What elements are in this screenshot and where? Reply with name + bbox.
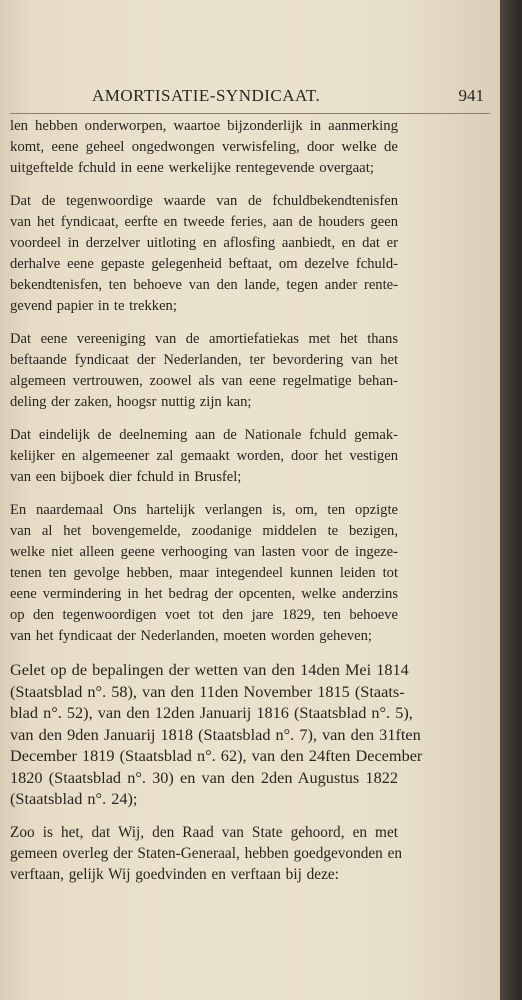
text-line: gevend papier in te trekken;: [10, 298, 177, 314]
text-line: blad n°. 52), van den 12den Januarij 1816 (Staatsblad n°. 5),: [10, 703, 413, 722]
paragraph: [10, 116, 398, 179]
text-line: voordeel in derzelver uitloting en aflosfing aanbiedt, en dat er: [10, 235, 398, 251]
text-line: Zoo is het, dat Wij, den Raad van State gehoord, en met: [10, 823, 398, 841]
paragraph: [10, 425, 398, 488]
text-line: En naardemaal Ons hartelijk verlangen is, om, ten opzigte: [10, 502, 398, 518]
paragraph: [10, 191, 398, 317]
page-body: [10, 116, 423, 897]
text-line: van al het bovengemelde, zoodanige middelen te bezigen,: [10, 523, 398, 539]
text-line: Dat eindelijk de deelneming aan de Nationale fchuld gemak-: [10, 427, 398, 443]
running-title: AMORTISATIE-SYNDICAAT.: [92, 86, 321, 105]
text-line: tenen ten gevolge hebben, maar integendeel kunnen leiden tot: [10, 565, 398, 581]
text-line: van den 9den Januarij 1818 (Staatsblad n°. 7), van den 31ften: [10, 724, 421, 744]
text-line: beftaande fyndicaat der Nederlanden, ter bevordering van het: [10, 352, 398, 368]
text-line: van het fyndicaat, eerfte en tweede feries, aan de houders geen: [10, 214, 398, 230]
text-line: eene vermindering in het bedrag der opcenten, welke anderzins: [10, 586, 398, 602]
text-line: welke niet alleen geene verhooging van lasten voor de ingeze-: [10, 544, 398, 560]
text-line: Dat eene vereeniging van de amortiefatiekas met het thans: [10, 331, 398, 347]
paragraph: [10, 500, 398, 647]
paragraph: [10, 329, 398, 413]
text-line: bekendtenisfen, ten behoeve van den lande, tegen ander rente-: [10, 277, 398, 293]
text-line: gemeen overleg der Staten-Generaal, hebben goedgevonden en: [10, 844, 403, 862]
text-line: December 1819 (Staatsblad n°. 62), van den 24ften December: [10, 746, 423, 765]
text-line: uitgeftelde fchuld in eene werkelijke rentegevende overgaat;: [10, 160, 374, 176]
book-edge: [500, 0, 522, 1000]
text-line: kelijker en algemeener zal gemaakt worden, door het vestigen: [10, 448, 398, 464]
text-line: len hebben onderworpen, waartoe bijzonderlijk in aanmerking: [10, 118, 398, 134]
text-line: op den tegenwoordigen voet tot den jare 1829, ten behoeve: [10, 607, 398, 623]
header-rule: [10, 113, 490, 114]
paragraph: [10, 659, 423, 810]
text-line: 1820 (Staatsblad n°. 30) en van den 2den Augustus 1822: [10, 767, 398, 787]
paragraph: [10, 822, 403, 885]
text-line: verftaan, gelijk Wij goedvinden en verftaan bij deze:: [10, 865, 339, 883]
text-line: (Staatsblad n°. 24);: [10, 789, 138, 808]
text-line: derhalve eene gepaste gelegenheid beftaat, om dezelve fchuld-: [10, 256, 398, 272]
running-header: [92, 86, 484, 112]
text-line: (Staatsblad n°. 58), van den 11den November 1815 (Staats-: [10, 681, 405, 701]
text-line: Dat de tegenwoordige waarde van de fchuldbekendtenisfen: [10, 193, 398, 209]
text-line: Gelet op de bepalingen der wetten van den 14den Mei 1814: [10, 660, 409, 679]
text-line: van een bijboek dier fchuld in Brusfel;: [10, 469, 242, 485]
text-line: deling der zaken, hoogsr nuttig zijn kan;: [10, 394, 252, 410]
text-line: van het fyndicaat der Nederlanden, moeten worden geheven;: [10, 628, 372, 644]
text-line: algemeen vertrouwen, zoowel als van eene regelmatige behan-: [10, 373, 398, 389]
text-line: komt, eene geheel ongedwongen verwisfeling, door welke de: [10, 139, 398, 155]
page-number: 941: [458, 86, 484, 105]
